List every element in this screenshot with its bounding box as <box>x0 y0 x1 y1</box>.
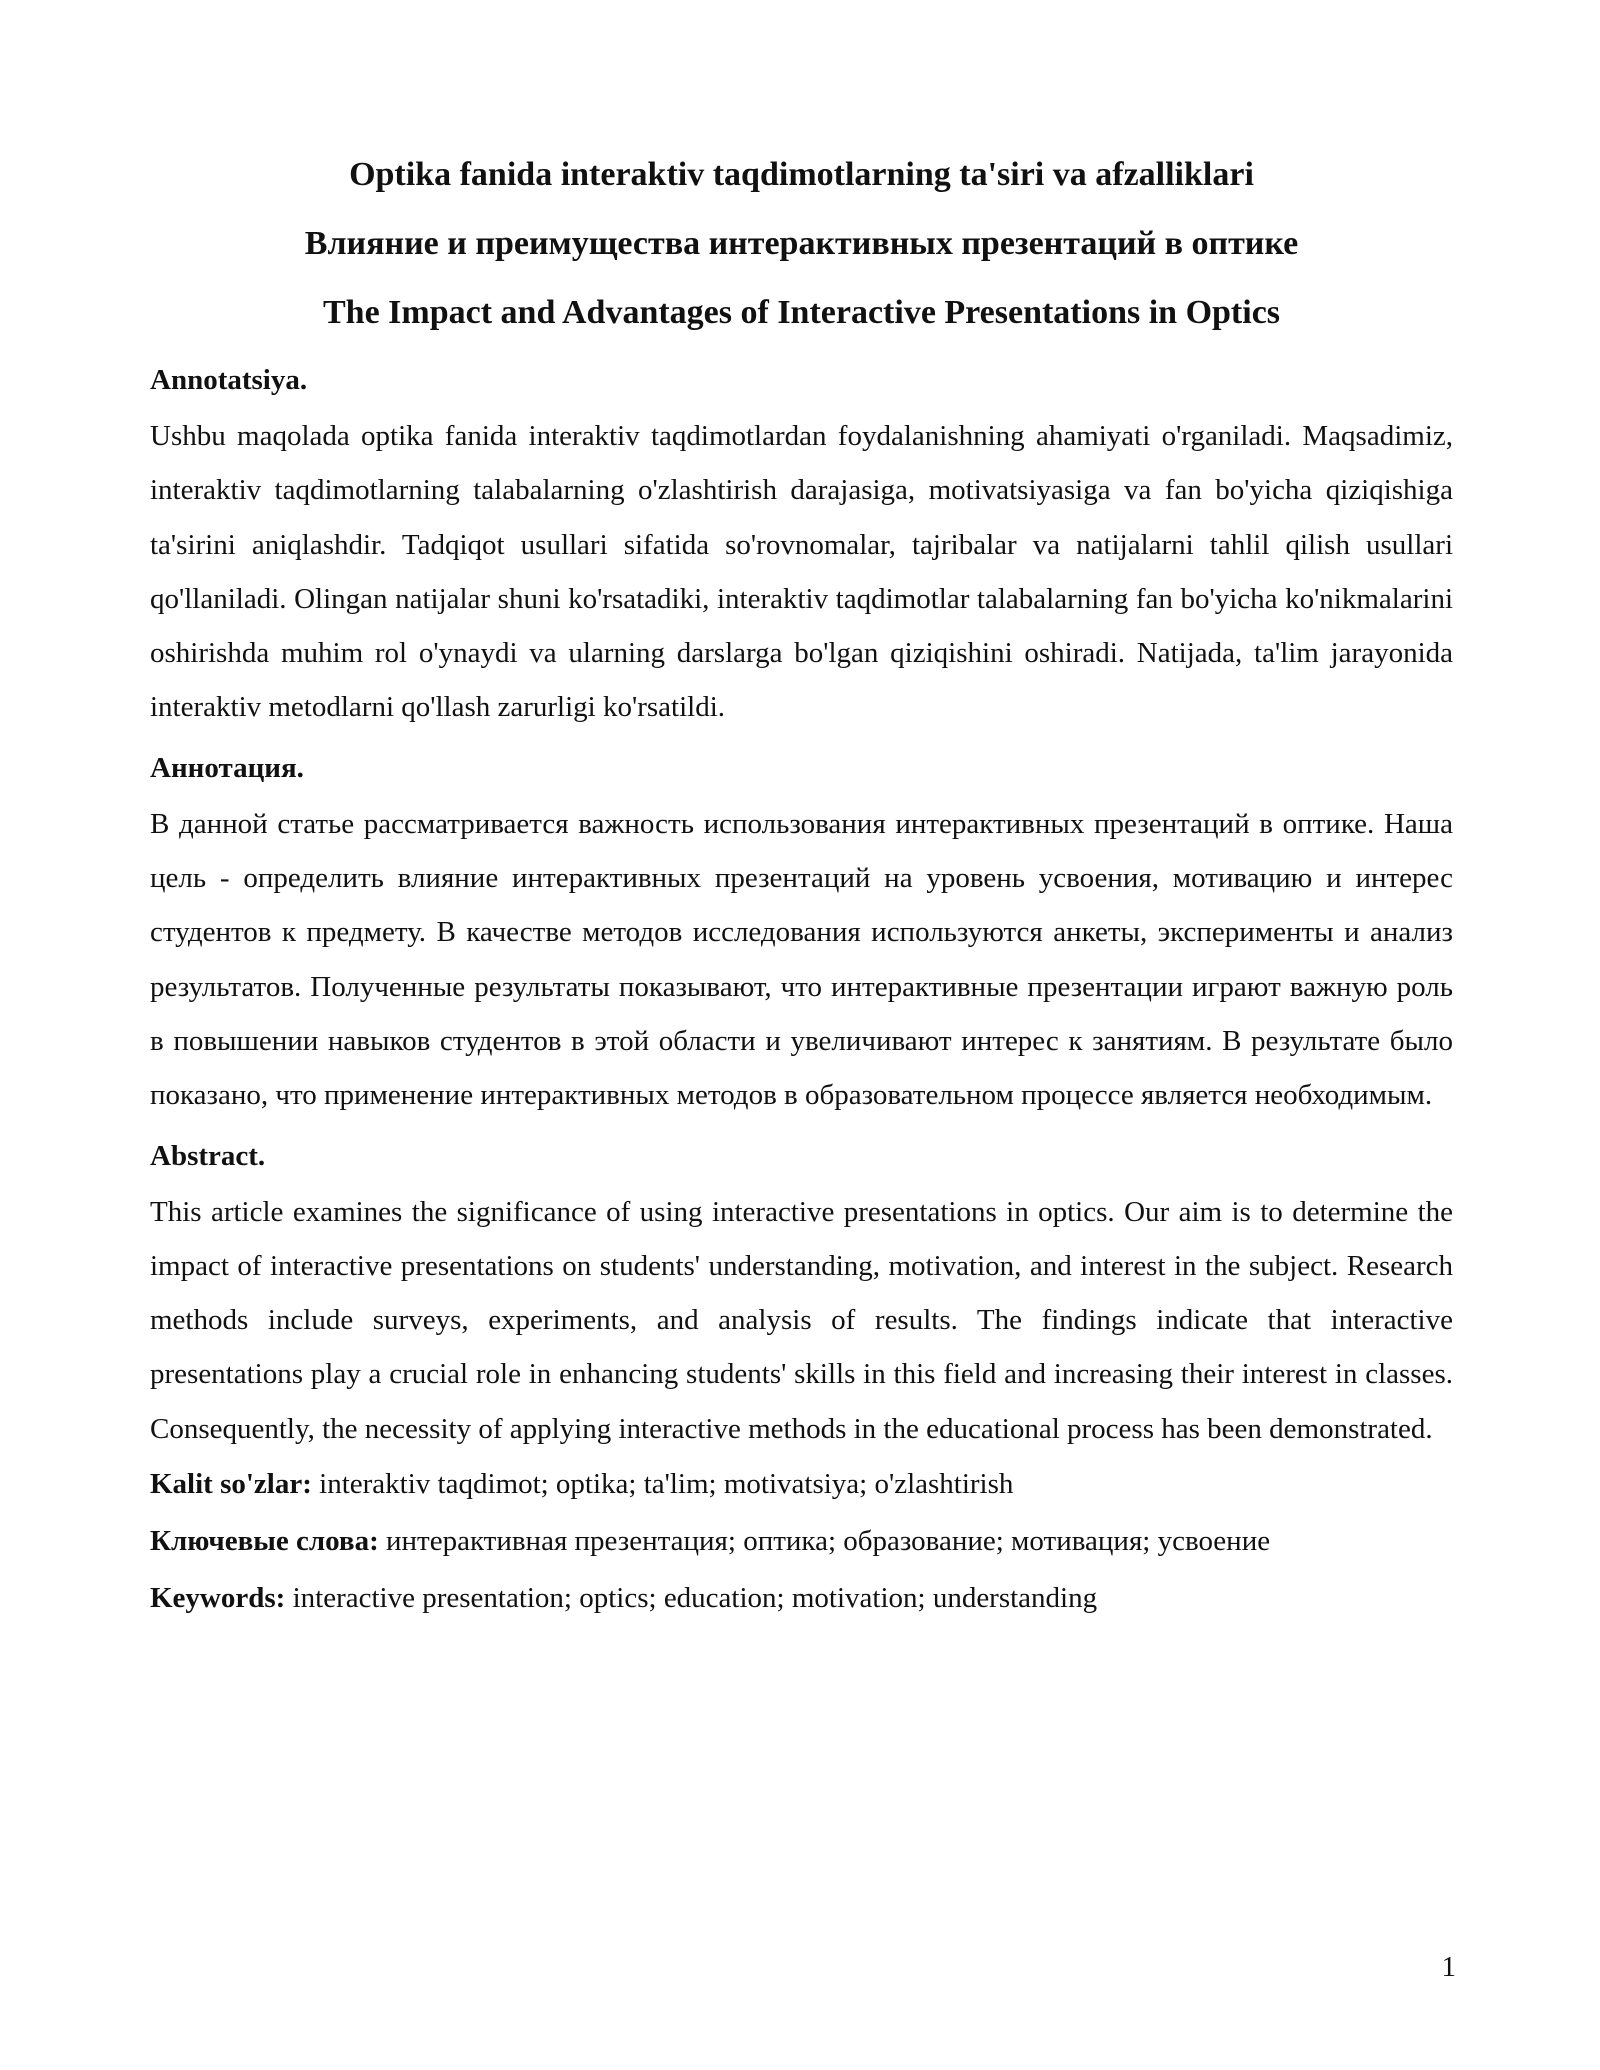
annotation-uz-text: Ushbu maqolada optika fanida interaktiv taqdimotlardan foydalanishning ahamiyati o'rganiladi. Maqsadimiz, interaktiv taqdimotlarning talabalarning o'zlashtirish darajasiga, motivatsiyasiga va fan bo'yicha qiziqishiga ta'sirini aniqlashdir. Tadqiqot usullari sifatida so'rovnomalar, tajribalar va natijalarni tahlil qilish usullari qo'llaniladi. Olingan natijalar shuni ko'rsatadiki, interaktiv taqdimotlar talabalarning fan bo'yicha ko'nikmalarini oshirishda muhim rol o'ynaydi va ularning darslarga bo'lgan qiziqishini oshiradi. Natijada, ta'lim jarayonida interaktiv metodlarni qo'llash zarurligi ko'rsatildi. <box>150 420 1453 724</box>
keywords-ru <box>150 1513 1453 1570</box>
keywords-uz-label: Kalit so'zlar: <box>150 1468 312 1501</box>
title-en: The Impact and Advantages of Interactive Presentations in Optics <box>322 294 1281 331</box>
keywords-en <box>150 1570 1453 1627</box>
title-uz: Optika fanida interaktiv taqdimotlarning ta'siri va afzalliklari <box>349 156 1254 193</box>
page-content <box>150 140 1453 1627</box>
annotation-ru-text: В данной статье рассматривается важность использования интерактивных презентаций в оптике. Наша цель - определить влияние интерактивных презентаций на уровень усвоения, мотивацию и интерес студентов к предмету. В качестве методов исследования используются анкеты, эксперименты и анализ результатов. Полученные результаты показывают, что интерактивные презентации играют важную роль в повышении навыков студентов в этой области и увеличивают интерес к занятиям. В результате было показано, что применение интерактивных методов в образовательном процессе является необходимым. <box>150 807 1453 1112</box>
keywords-en-label: Keywords: <box>150 1582 286 1615</box>
title-ru: Влияние и преимущества интерактивных презентаций в оптике <box>304 225 1299 262</box>
abstract-en-text: This article examines the significance of using interactive presentations in optics. Our aim is to determine the impact of interactive presentations on students' understanding, motivation, and interest in the subject. Research methods include surveys, experiments, and analysis of results. The findings indicate that interactive presentations play a crucial role in enhancing students' skills in this field and increasing their interest in classes. Consequently, the necessity of applying interactive methods in the educational process has been demonstrated. <box>150 1195 1453 1445</box>
keywords-uz-text: interaktiv taqdimot; optika; ta'lim; motivatsiya; o'zlashtirish <box>311 1468 1014 1501</box>
abstract-en-heading: Abstract. <box>150 1139 266 1172</box>
annotation-ru-heading: Аннотация. <box>150 751 304 784</box>
keywords-uz <box>150 1456 1453 1513</box>
keywords-ru-text: интерактивная презентация; оптика; образование; мотивация; усвоение <box>378 1525 1271 1558</box>
annotation-uz-heading: Annotatsiya. <box>150 364 308 396</box>
keywords-en-text: interactive presentation; optics; education; motivation; understanding <box>285 1582 1098 1615</box>
page-number: 1 <box>1441 1951 1456 1983</box>
keywords-ru-label: Ключевые слова: <box>150 1525 379 1558</box>
